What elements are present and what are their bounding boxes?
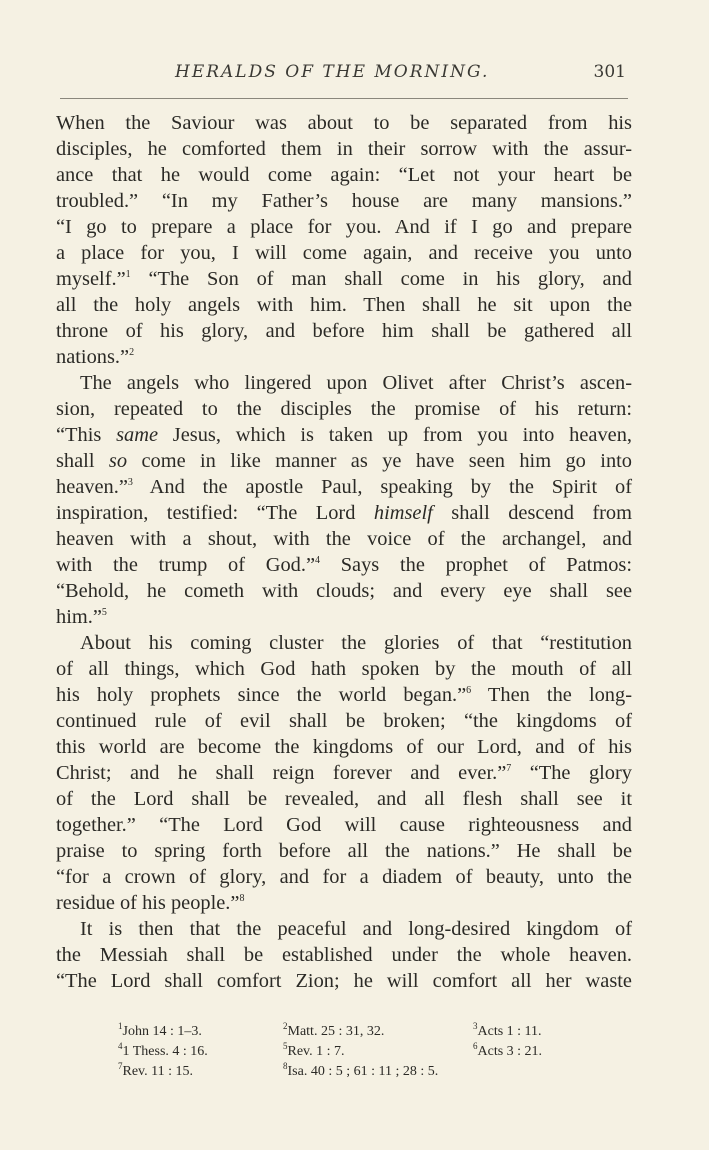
text-line: continued rule of evil shall be broken; “the kingdoms of	[56, 710, 632, 732]
text-line: the Messiah shall be established under the whole heaven.	[56, 944, 632, 966]
text-line: of the Lord shall be revealed, and all flesh shall see it	[56, 788, 632, 810]
footnote-ref: 1	[125, 269, 131, 280]
text-line: heaven.”$^3$ And the apostle Paul, speaking by the Spirit of	[56, 476, 632, 498]
text-line: Christ; and he shall reign forever and ever.”$^7$ “The glory	[56, 762, 632, 784]
text-line: It is then that the peaceful and long-desired kingdom of	[80, 918, 632, 940]
running-title: HERALDS OF THE MORNING.	[175, 62, 490, 82]
text-line: About his coming cluster the glories of that “restitution	[80, 632, 632, 654]
text-line: nations.”$^2$	[56, 346, 135, 368]
text-line: inspiration, testified: “The Lord himself shall descend from	[56, 502, 632, 524]
footnote-row	[118, 1062, 638, 1082]
footnote: $^6$Acts 3 : 21.	[473, 1041, 543, 1059]
footnote-ref: 3	[127, 477, 133, 488]
text-line: troubled.” “In my Father’s house are many mansions.”	[56, 190, 632, 212]
footnote: $^8$Isa. 40 : 5 ; 61 : 11 ; 28 : 5.	[283, 1061, 439, 1079]
footnote: $^7$Rev. 11 : 15.	[118, 1061, 194, 1079]
text-line: disciples, he comforted them in their sorrow with the assur-	[56, 138, 632, 160]
text-line: ance that he would come again: “Let not your heart be	[56, 164, 632, 186]
text-line: “Behold, he cometh with clouds; and every eye shall see	[56, 580, 632, 602]
text-line: together.” “The Lord God will cause righteousness and	[56, 814, 632, 836]
footnote-ref: 5	[101, 607, 107, 618]
page-number: 301	[593, 62, 626, 82]
text-line: his holy prophets since the world began.”$^6$ Then the long-	[56, 684, 632, 706]
text-line: residue of his people.”$^8$	[56, 892, 245, 914]
text-line: “This same Jesus, which is taken up from you into heaven,	[56, 424, 632, 446]
text-line: The angels who lingered upon Olivet after Christ’s ascen-	[80, 372, 632, 394]
footnote-ref: 2	[129, 347, 135, 358]
text-line: of all things, which God hath spoken by the mouth of all	[56, 658, 632, 680]
text-line: “The Lord shall comfort Zion; he will comfort all her waste	[56, 970, 632, 992]
text-line: with the trump of God.”$^4$ Says the prophet of Patmos:	[56, 554, 633, 576]
footnotes	[118, 1022, 638, 1082]
text-line: praise to spring forth before all the nations.” He shall be	[56, 840, 632, 862]
text-line: throne of his glory, and before him shall be gathered all	[56, 320, 632, 342]
footnote-ref: 6	[466, 685, 472, 696]
text-line: a place for you, I will come again, and receive you unto	[56, 242, 632, 264]
footnote: $^2$Matt. 25 : 31, 32.	[283, 1021, 385, 1039]
text-line: “I go to prepare a place for you. And if I go and prepare	[56, 216, 632, 238]
text-line: this world are become the kingdoms of our Lord, and of his	[56, 736, 632, 758]
header-rule	[60, 98, 628, 99]
footnote: $^4$1 Thess. 4 : 16.	[118, 1041, 208, 1059]
text-line: When the Saviour was about to be separated from his	[56, 112, 632, 134]
running-head	[60, 62, 628, 90]
text-line: “for a crown of glory, and for a diadem of beauty, unto the	[56, 866, 632, 888]
text-line: myself.”$^1$ “The Son of man shall come in his glory, and	[56, 268, 632, 290]
text-line: heaven with a shout, with the voice of the archangel, and	[56, 528, 632, 550]
footnote: $^3$Acts 1 : 11.	[473, 1021, 542, 1039]
footnote-ref: 4	[315, 555, 320, 566]
footnote: $^5$Rev. 1 : 7.	[283, 1041, 345, 1059]
text-line: shall so come in like manner as ye have seen him go into	[56, 450, 632, 472]
text-line: sion, repeated to the disciples the promise of his return:	[56, 398, 632, 420]
footnote-row	[118, 1022, 638, 1042]
footnote-ref: 8	[239, 893, 245, 904]
footnote: $^1$John 14 : 1–3.	[118, 1021, 202, 1039]
footnote-row	[118, 1042, 638, 1062]
text-line: all the holy angels with him. Then shall he sit upon the	[56, 294, 632, 316]
footnote-ref: 7	[506, 763, 512, 774]
body-text	[56, 110, 632, 994]
text-line: him.”$^5$	[56, 606, 107, 628]
